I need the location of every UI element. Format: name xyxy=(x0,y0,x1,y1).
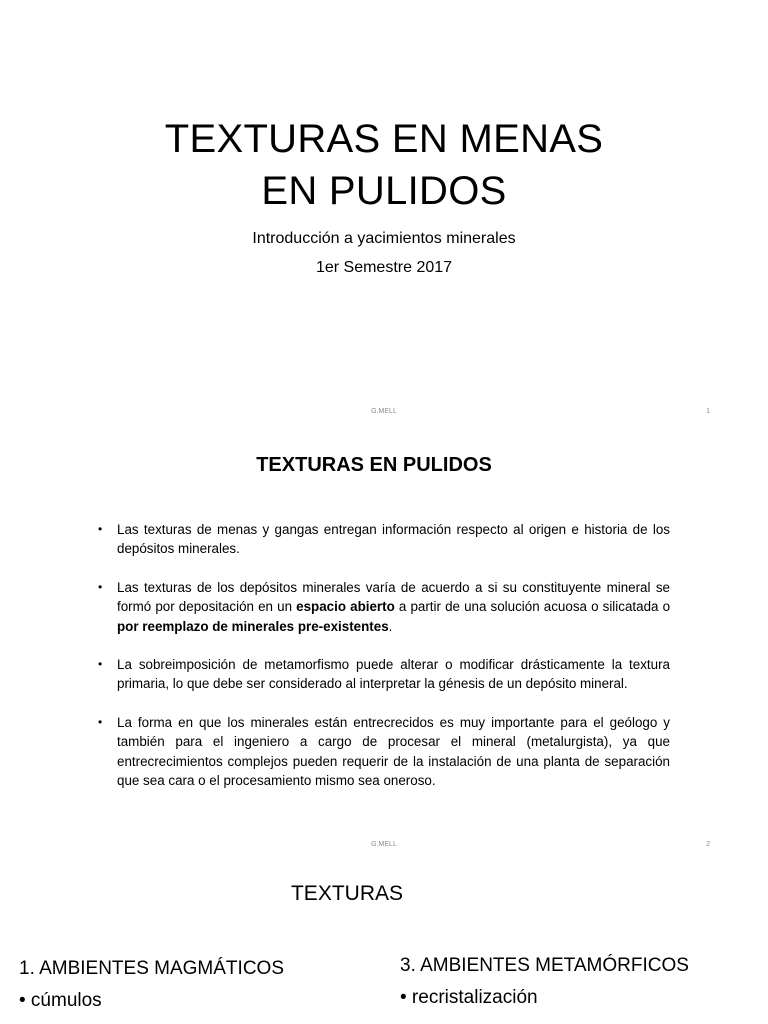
bullet-text: . xyxy=(388,618,393,634)
slide-2 xyxy=(0,428,768,858)
bullet-emphasis: por reemplazo de minerales pre-existentes xyxy=(117,618,389,634)
footer-author: G.MELL xyxy=(371,841,397,848)
subtitle-course: Introducción a yacimientos minerales xyxy=(252,230,516,247)
page-number: 2 xyxy=(706,841,710,848)
bullet-dot-icon: • xyxy=(98,657,103,672)
numbered-item: 3. AMBIENTES METAMÓRFICOS xyxy=(400,955,689,976)
subtitle-semester: 1er Semestre 2017 xyxy=(315,259,453,276)
bullet-dot-icon: • xyxy=(98,714,103,729)
column-right xyxy=(400,950,689,1014)
bullet-dot-icon: • xyxy=(98,579,103,594)
bullet-list xyxy=(98,520,670,809)
bullet-item xyxy=(98,655,670,694)
title-line-1: TEXTURAS EN MENAS xyxy=(164,117,604,161)
bullet-item xyxy=(98,520,670,559)
slide-heading: TEXTURAS xyxy=(290,882,403,905)
column-left xyxy=(19,953,284,1017)
sub-bullet: • recristalización xyxy=(400,987,538,1008)
bullet-text: La forma en que los minerales están entrecrecidos es muy importante para el geólogo y también para el ingeniero a cargo de procesar el mineral (metalurgista), ya que entrecrecimientos complejos pueden requerir de la instalación de una planta de separación que sea cara o el procesamiento mismo sea oneroso. xyxy=(117,714,670,789)
slide-title xyxy=(0,113,768,217)
bullet-item xyxy=(98,578,670,636)
footer-author: G.MELL xyxy=(371,408,397,415)
bullet-text: Las texturas de los depósitos minerales varía de acuerdo a si su constituyente mineral se formó por depositación en un xyxy=(117,579,670,615)
bullet-text: Las texturas de menas y gangas entregan información respecto al origen e historia de los depósitos minerales. xyxy=(117,522,670,557)
slide-heading: TEXTURAS EN PULIDOS xyxy=(256,454,492,476)
bullet-text: a partir de una solución acuosa o silicatada o xyxy=(394,599,671,615)
slide-1 xyxy=(0,0,768,428)
slide-3 xyxy=(0,858,768,1024)
bullet-emphasis: espacio abierto xyxy=(296,599,395,615)
bullet-text: La sobreimposición de metamorfismo puede alterar o modificar drásticamente la textura primaria, lo que debe ser considerado al interpretar la génesis de un depósito mineral. xyxy=(117,657,670,692)
numbered-item: 1. AMBIENTES MAGMÁTICOS xyxy=(19,958,284,979)
bullet-item xyxy=(98,713,670,791)
sub-bullet: • cúmulos xyxy=(19,990,102,1011)
page-number: 1 xyxy=(706,408,710,415)
title-line-2: EN PULIDOS xyxy=(261,169,507,213)
bullet-dot-icon: • xyxy=(98,522,103,536)
